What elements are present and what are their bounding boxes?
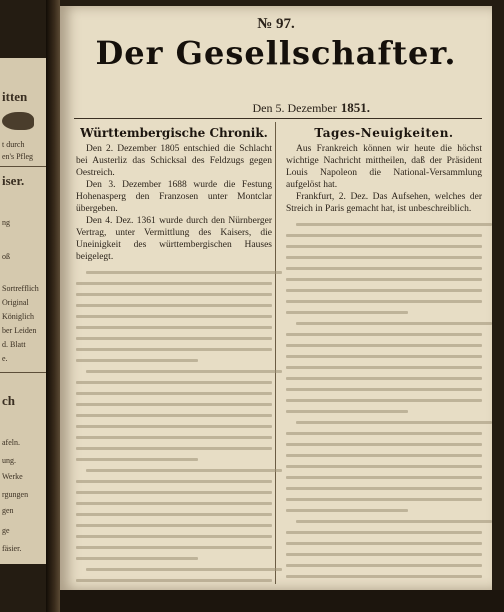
book-gutter (46, 0, 60, 612)
left-page-line: Werke (2, 472, 23, 481)
left-page-line: itten (2, 89, 28, 104)
illegible-text-lines (286, 223, 482, 578)
masthead-rule (74, 118, 482, 119)
left-page (0, 58, 47, 564)
left-page-line: Königlich (2, 312, 34, 321)
left-page-line: d. Blatt (2, 340, 26, 349)
left-page-line: e. (2, 354, 8, 363)
left-page-line: Sortrefflich (2, 284, 39, 293)
paragraph: Aus Frankreich können wir heute die höchst wichtige Nachricht mittheilen, daß der Präsident Louis Napoleon die National-Versammlung aufgelöst hat. (286, 144, 482, 190)
left-page-line: iser. (2, 173, 25, 188)
left-page-line: fäsier. (2, 544, 22, 553)
left-page-line: gen (2, 506, 14, 515)
paragraph: Frankfurt, 2. Dez. Das Aufsehen, welches der Streich in Paris gemacht hat, ist unbeschreiblich. (286, 192, 482, 214)
newspaper-page (60, 6, 492, 590)
dateline (252, 100, 370, 116)
left-page-line: rgungen (2, 490, 29, 499)
issue-number: № 97. (257, 16, 295, 32)
column-left (76, 126, 272, 582)
page-bottom-shadow (60, 590, 504, 612)
left-page-line: t durch (2, 140, 25, 149)
paragraph: Den 4. Dez. 1361 wurde durch den Nürnberger Vertrag, unter Vermittlung des Kaisers, die Uneinigkeit des württembergischen Hauses beigelegt. (76, 216, 272, 262)
column-right (286, 126, 482, 578)
masthead-title: Der Gesellschafter. (95, 34, 457, 72)
column-divider (275, 122, 276, 584)
left-page-line: ng (2, 218, 10, 227)
left-page-line: afeln. (2, 438, 20, 447)
paragraph: Den 2. Dezember 1805 entschied die Schlacht bei Austerliz das Schicksal des Feldzugs gegen Oestreich. (76, 144, 272, 178)
left-page-line: ch (2, 393, 15, 408)
date-text: Den 5. Dezember (252, 101, 337, 115)
left-page-line: ung. (2, 456, 16, 465)
left-page-line: en's Pfleg (2, 152, 33, 161)
left-page-line: ge (2, 526, 10, 535)
eagle-emblem-icon (2, 112, 34, 130)
left-page-line: oß (2, 252, 10, 261)
illegible-text-lines (76, 271, 272, 582)
section-heading-chronicle: Württembergische Chronik. (80, 126, 268, 140)
year-text: 1851. (340, 100, 370, 115)
section-heading-news: Tages-Neuigkeiten. (314, 126, 454, 140)
paragraph: Den 3. Dezember 1688 wurde die Festung Hohenasperg den Franzosen unter Montclar übergeben. (76, 180, 272, 214)
left-page-line: Original (2, 298, 29, 307)
left-page-line: ber Leiden (2, 326, 37, 335)
